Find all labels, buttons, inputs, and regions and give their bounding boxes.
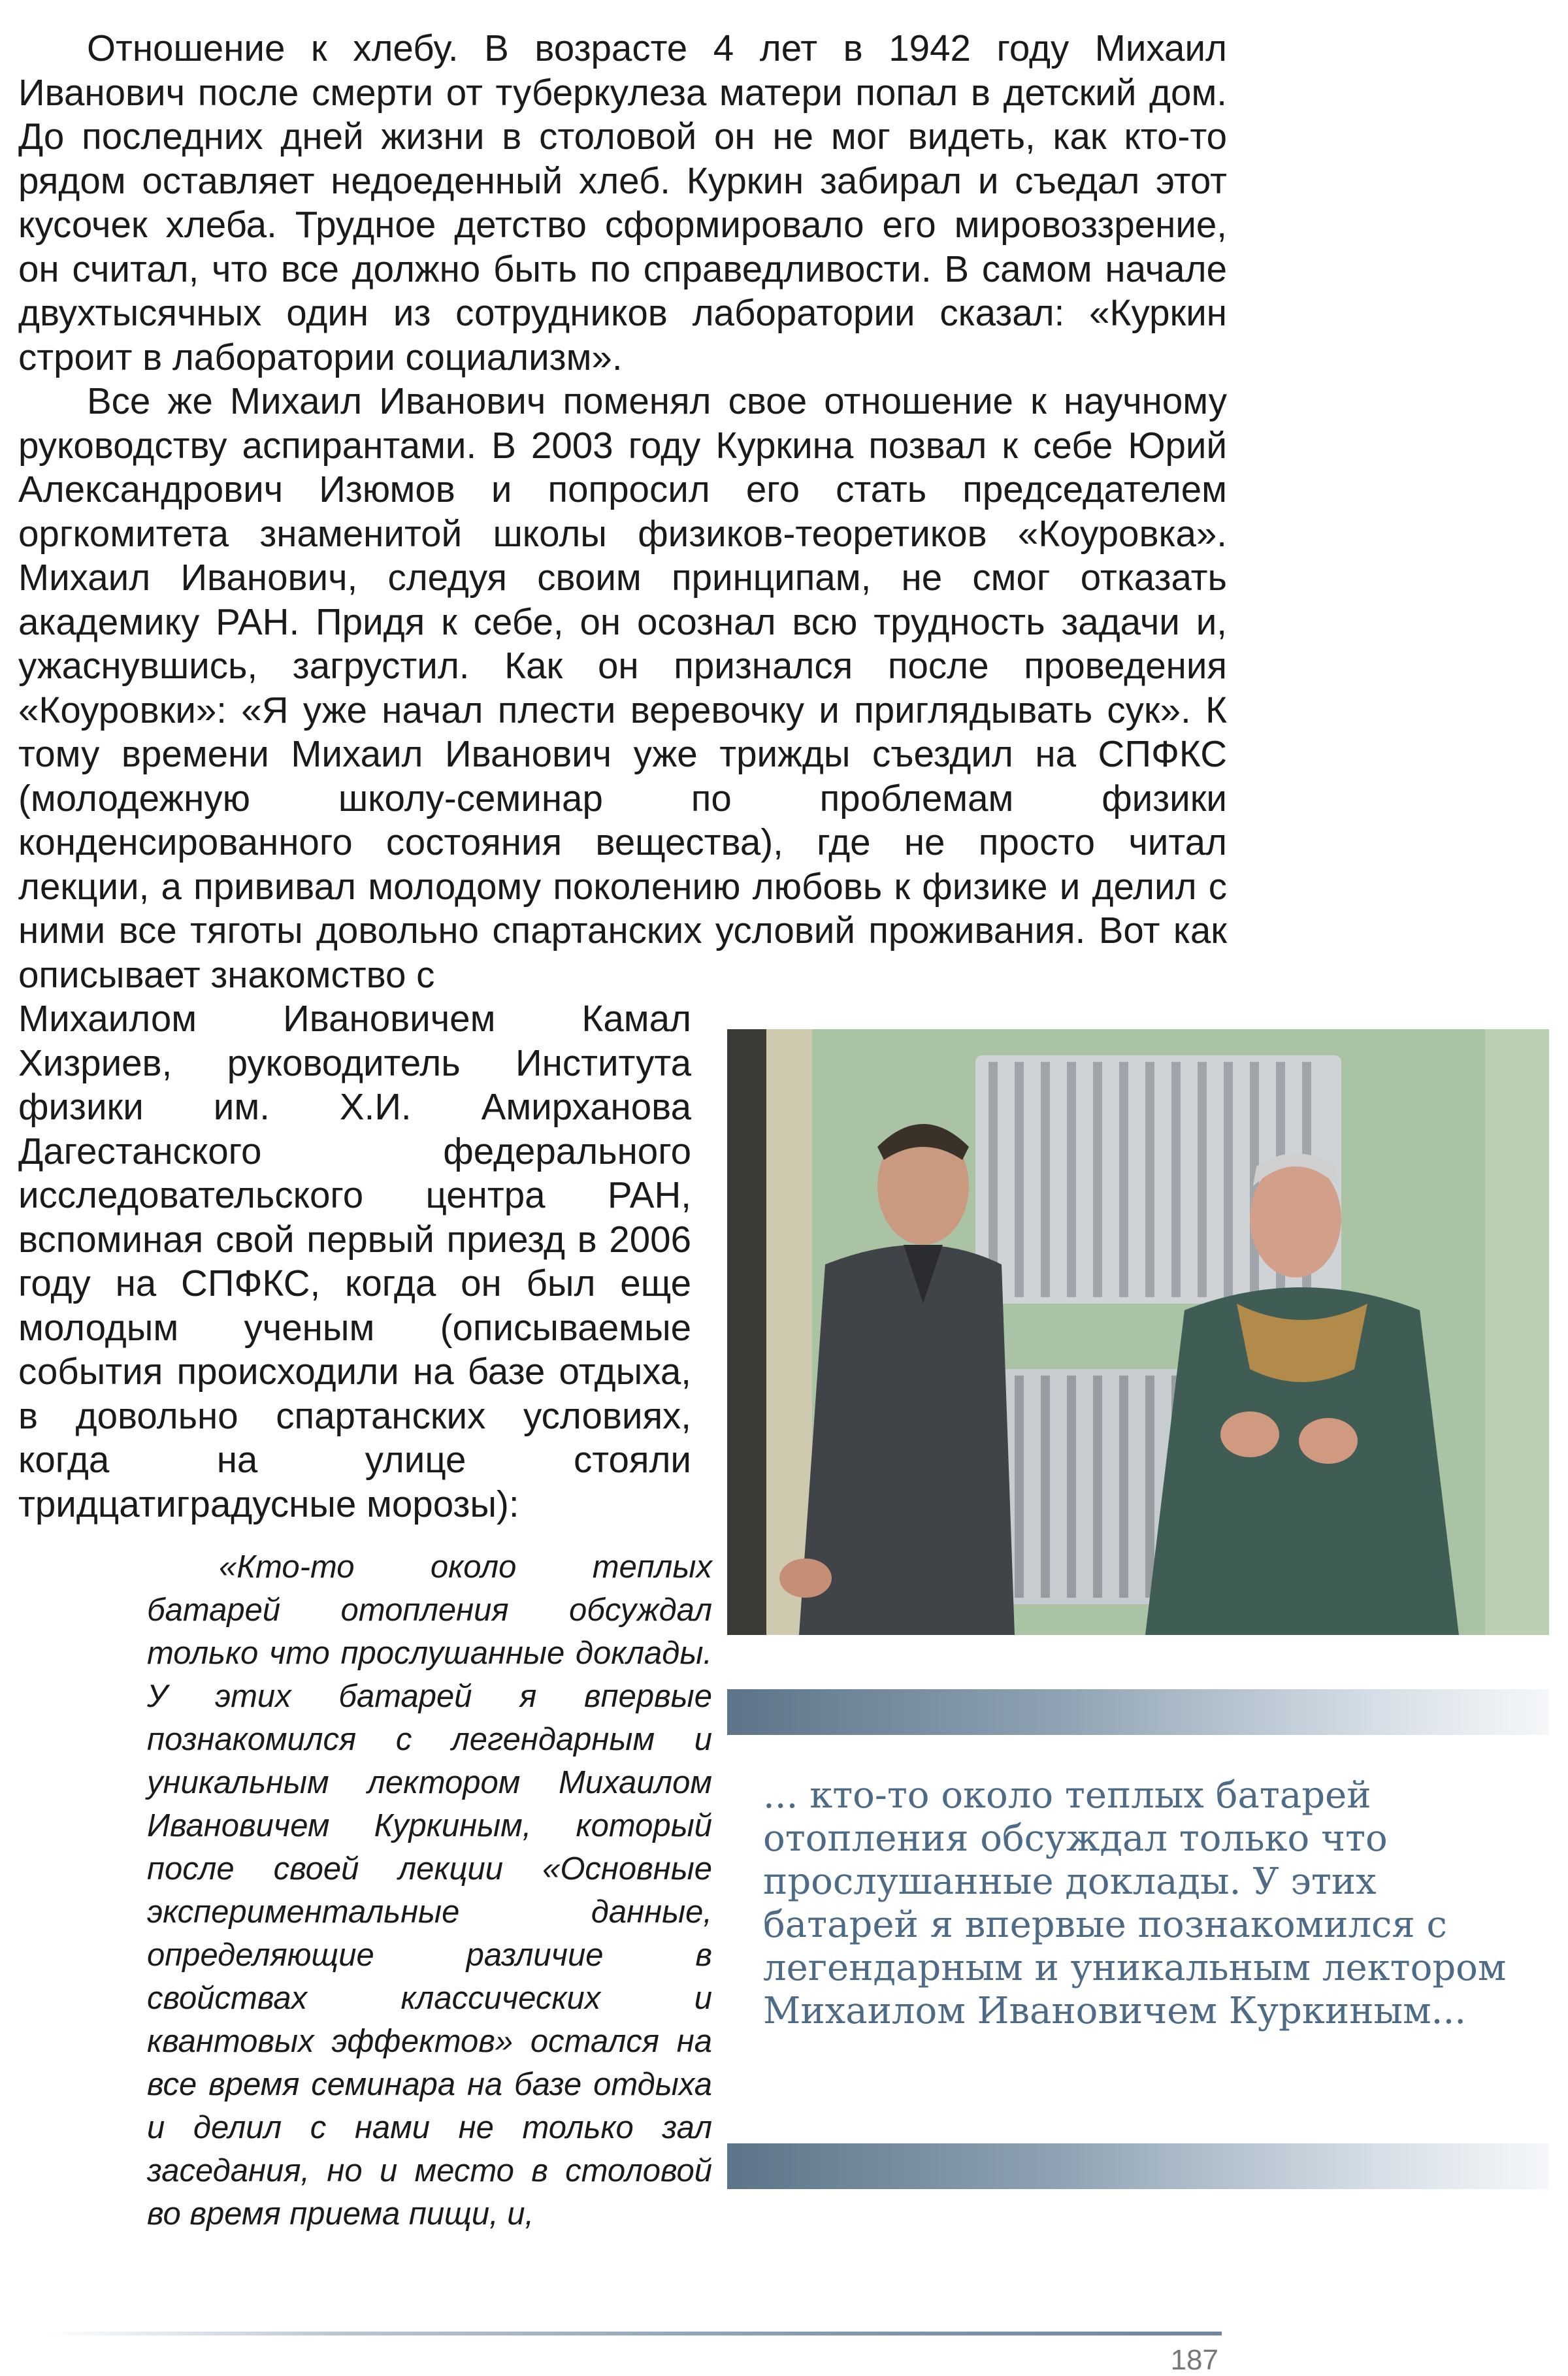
quote-text: «Кто-то около теплых батарей отопления обсуждал только что прослушанные доклады. У этих батарей я впервые познакомился с легендарным и уникальным лектором Михаилом Ивановичем Куркиным, который после своей лекции «Основные экспериментальные данные, определяющие различие в свойствах классических и квантовых эффектов» остался на все время семинара на базе отдыха и делил с нами не только зал заседания, но и место в столовой во время приема пищи, и,	[147, 1549, 712, 2232]
left-column-text	[18, 997, 691, 1526]
door-frame	[766, 1029, 812, 1635]
photo-two-men-by-radiators	[727, 1029, 1549, 1635]
paragraph-continuation: Михаилом Ивановичем Камал Хизриев, руководитель Института физики им. Х.И. Амирханова Дагестанского федерального исследовательского центра РАН, вспоминая свой первый приезд в 2006 году на СПФКС, когда он был еще молодым ученым (описываемые события происходили на базе отдыха, в довольно спартанских условиях, когда на улице стояли тридцатиградусные морозы):	[18, 998, 691, 1525]
pull-quote	[763, 1774, 1541, 2033]
callout-bar-top	[727, 1689, 1549, 1735]
page-number: 187	[1170, 2344, 1218, 2376]
paragraph-bread: Отношение к хлебу. В возрасте 4 лет в 1942 году Михаил Иванович после смерти от туберкулеза матери попал в детский дом. До последних дней жизни в столовой он не мог видеть, как кто-то рядом оставляет недоеденный хлеб. Куркин забирал и съедал этот кусочек хлеба. Трудное детство сформировало его мировоззрение, он считал, что все должно быть по справедливости. В самом начале двухтысячных один из сотрудников лаборатории сказал: «Куркин строит в лаборатории социализм».	[18, 27, 1227, 378]
door-edge	[727, 1029, 766, 1635]
quote-block	[147, 1545, 712, 2236]
pull-quote-text: ... кто-то около теплых батарей отопления обсуждал только что прослушанные доклады. У этих батарей я впервые познакомился с легендарным и уникальным лектором Михаилом Ивановичем Куркиным...	[763, 1774, 1507, 2032]
photo-illustration	[727, 1029, 1549, 1635]
paragraph-koourovka: Все же Михаил Иванович поменял свое отношение к научному руководству аспирантами. В 2003 году Куркина позвал к себе Юрий Александрович Изюмов и попросил его стать председателем оргкомитета знаменитой школы физиков-теоретиков «Коуровка». Михаил Иванович, следуя своим принципам, не смог отказать академику РАН. Придя к себе, он осознал всю трудность задачи и, ужаснувшись, загрустил. Как он признался после проведения «Коуровки»: «Я уже начал плести веревочку и приглядывать сук». К тому времени Михаил Иванович уже трижды съездил на СПФКС (молодежную школу-семинар по проблемам физики конденсированного состояния вещества), где не просто читал лекции, а прививал молодому поколению любовь к физике и делил с ними все тяготы довольно спартанских условий проживания. Вот как описывает знакомство с	[18, 380, 1227, 995]
callout-bar-bottom	[727, 2143, 1549, 2189]
top-text-block	[18, 26, 1227, 997]
footer-rule	[46, 2332, 1222, 2335]
wall-panel	[1485, 1029, 1549, 1635]
